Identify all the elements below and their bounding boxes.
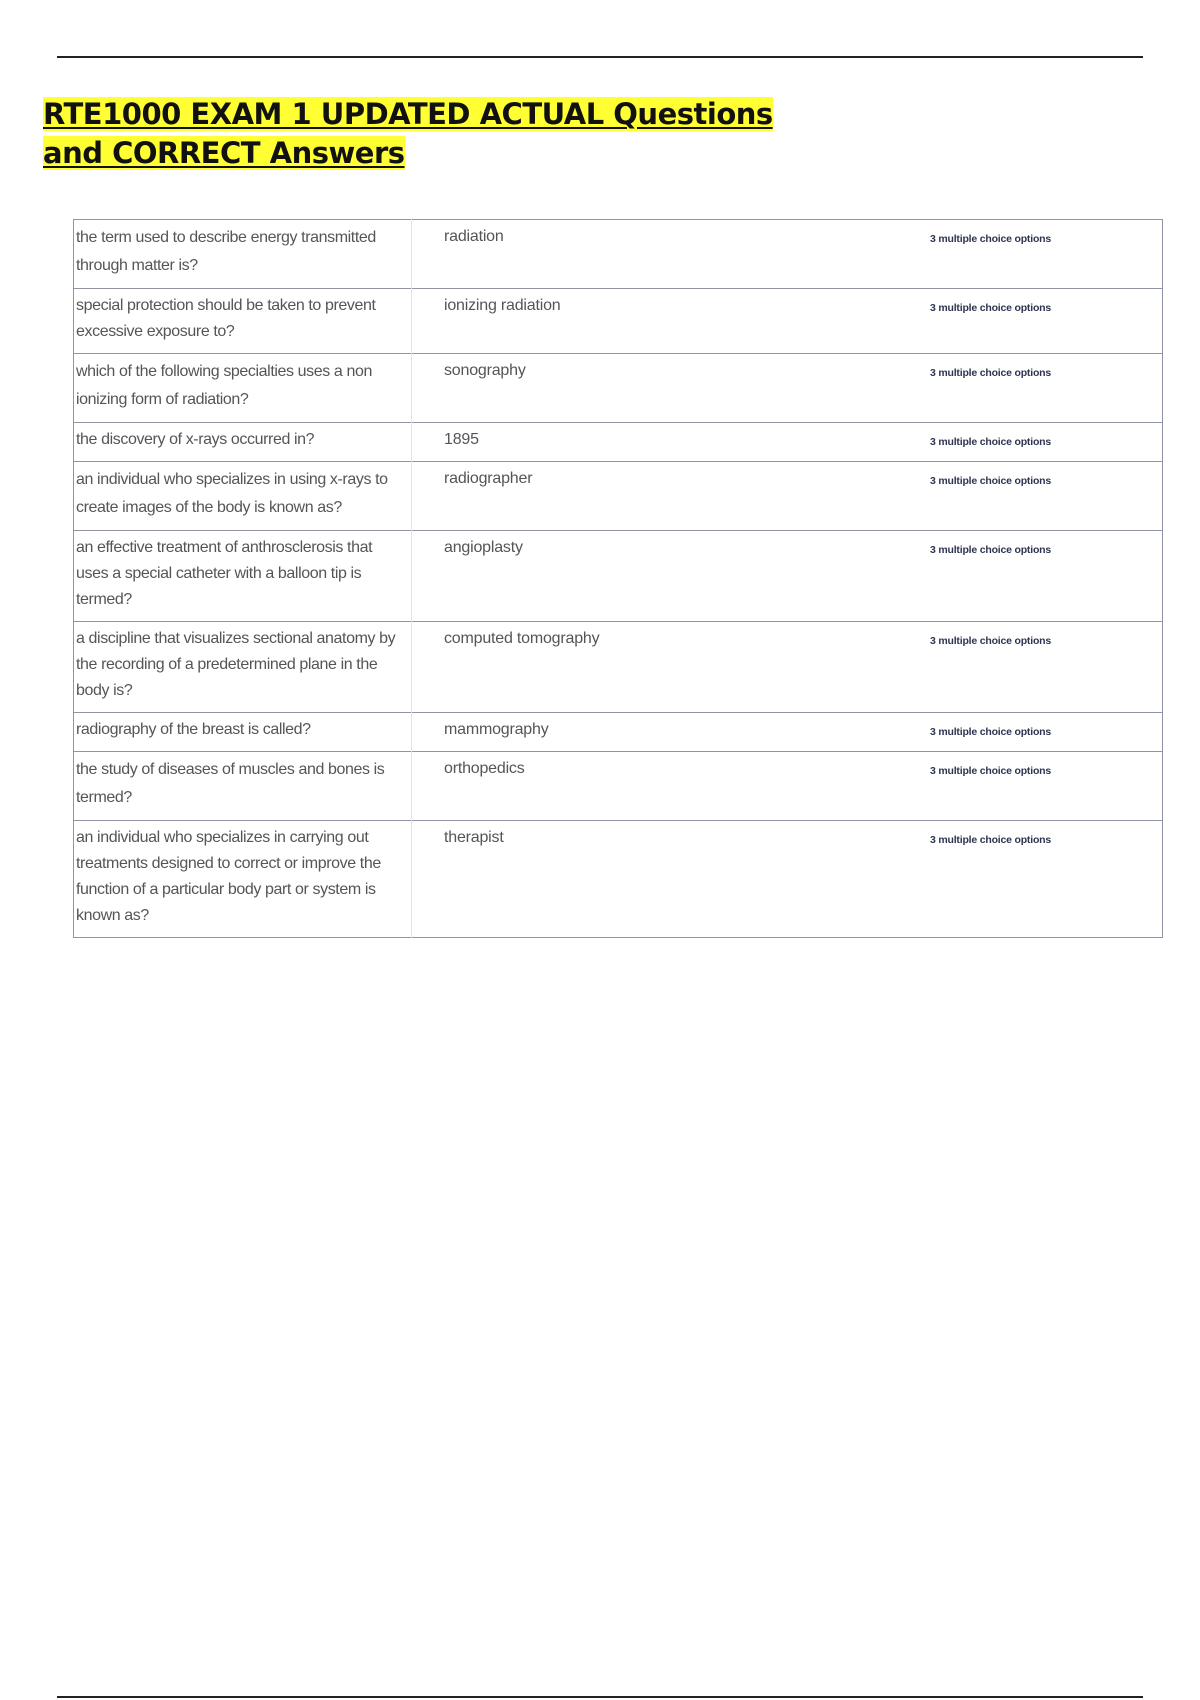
options-note: 3 multiple choice options — [928, 531, 1163, 622]
table-row — [74, 713, 1163, 752]
bottom-rule — [57, 1696, 1143, 1698]
question-cell: an effective treatment of anthrosclerosis that uses a special catheter with a balloon tip is termed? — [74, 531, 412, 622]
question-cell: an individual who specializes in using x-rays to create images of the body is known as? — [74, 462, 412, 531]
question-cell: a discipline that visualizes sectional anatomy by the recording of a predetermined plane in the body is? — [74, 622, 412, 713]
answer-cell: radiographer — [412, 462, 929, 531]
options-note: 3 multiple choice options — [930, 233, 1052, 245]
answer-cell: angioplasty — [412, 531, 929, 622]
options-note: 3 multiple choice options — [928, 289, 1163, 354]
table-row — [74, 531, 1163, 622]
question-cell: the discovery of x-rays occurred in? — [74, 423, 412, 462]
answer-cell: therapist — [412, 821, 929, 938]
options-note: 3 multiple choice options — [928, 821, 1163, 938]
question-cell: the term used to describe energy transmitted through matter is? — [74, 220, 412, 289]
options-note: 3 multiple choice options — [928, 622, 1163, 713]
answer-cell: orthopedics — [412, 752, 929, 821]
question-cell: special protection should be taken to prevent excessive exposure to? — [74, 289, 412, 354]
table-row — [74, 821, 1163, 938]
document-title-text: RTE1000 EXAM 1 UPDATED ACTUAL Questions and CORRECT Answers — [43, 97, 773, 170]
table-row — [74, 220, 1163, 289]
answer-cell: ionizing radiation — [412, 289, 929, 354]
answer-cell: 1895 — [412, 423, 929, 462]
question-cell: radiography of the breast is called? — [74, 713, 412, 752]
top-rule — [57, 56, 1143, 58]
table-row — [74, 354, 1163, 423]
table-row — [74, 289, 1163, 354]
answer-cell: mammography — [412, 713, 929, 752]
answer-cell: sonography — [412, 354, 929, 423]
question-cell: an individual who specializes in carrying out treatments designed to correct or improve the function of a particular body part or system is known as? — [74, 821, 412, 938]
question-cell: the study of diseases of muscles and bones is termed? — [74, 752, 412, 821]
document-title — [43, 95, 803, 173]
qa-table — [73, 219, 1163, 938]
answer-cell: radiation — [444, 228, 504, 245]
options-note: 3 multiple choice options — [928, 354, 1163, 423]
options-note: 3 multiple choice options — [928, 462, 1163, 531]
answer-cell: computed tomography — [412, 622, 929, 713]
options-note: 3 multiple choice options — [928, 752, 1163, 821]
table-row — [74, 752, 1163, 821]
options-note: 3 multiple choice options — [928, 713, 1163, 752]
table-row — [74, 622, 1163, 713]
table-row — [74, 423, 1163, 462]
table-row — [74, 462, 1163, 531]
question-cell: which of the following specialties uses a non ionizing form of radiation? — [74, 354, 412, 423]
options-note: 3 multiple choice options — [928, 423, 1163, 462]
